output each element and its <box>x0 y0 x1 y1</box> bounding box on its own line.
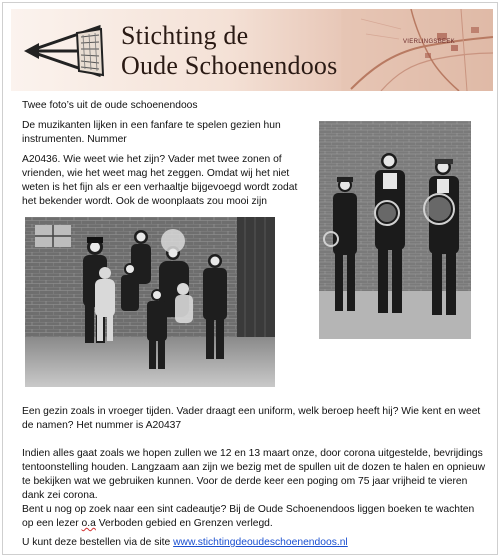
paragraph-books <box>22 503 487 531</box>
books-text-end: Verboden gebied en Grenzen verlegd. <box>95 518 273 529</box>
shoebox-logo-icon <box>21 17 109 85</box>
paragraph-exhibition: Indien alles gaat zoals we hopen zullen we 12 en 13 maart onze, door corona uitgestelde, bevrijdings tentoonstelling houden. Langzaam aan zijn we bezig met de spullen uit de dozen te halen en opnieuw te bekijken wat we gebruiken kunnen. Voor de derde keer een poging om 75 jaar vrijheid te vieren dank zei corona. <box>22 448 486 501</box>
musicians-photo <box>319 121 471 339</box>
paragraph-musicians-number: A20436. Wie weet wie het zijn? Vader met twee zonen of vrienden, wie het weet mag het zeggen. Omdat wij het niet weten is het fijn als er een verhaaltje bijgevoegd wordt zodat het bekender wordt. Ook de woonplaats zou mooi zijn <box>22 154 298 207</box>
website-link[interactable]: www.stichtingdeoudeschoenendoos.nl <box>173 537 348 548</box>
banner-title-line2: Oude Schoenendoos <box>121 51 338 80</box>
books-text-start: Bent u nog op zoek naar een sint cadeautje? Bij de Oude Schoenendoos liggen boeken te wachten op een lezer <box>22 504 475 529</box>
map-illustration <box>341 9 493 91</box>
header-banner <box>11 9 493 91</box>
document-page <box>2 2 498 555</box>
family-photo <box>25 217 275 387</box>
paragraph-order <box>22 536 487 550</box>
paragraph-family: Een gezin zoals in vroeger tijden. Vader draagt een uniform, welk beroep heeft hij? Wie kent en weet de namen? Het nummer is A20437 <box>22 406 481 431</box>
spellcheck-word: o.a <box>81 518 96 529</box>
map-place-label: VIERLINGSBEEK <box>403 39 455 45</box>
paragraph-musicians: De muzikanten lijken in een fanfare te spelen gezien hun instrumenten. Nummer <box>22 120 281 145</box>
banner-title-line1: Stichting de <box>121 21 249 50</box>
order-text: U kunt deze bestellen via de site <box>22 537 174 548</box>
article-heading: Twee foto’s uit de oude schoenendoos <box>22 100 198 111</box>
